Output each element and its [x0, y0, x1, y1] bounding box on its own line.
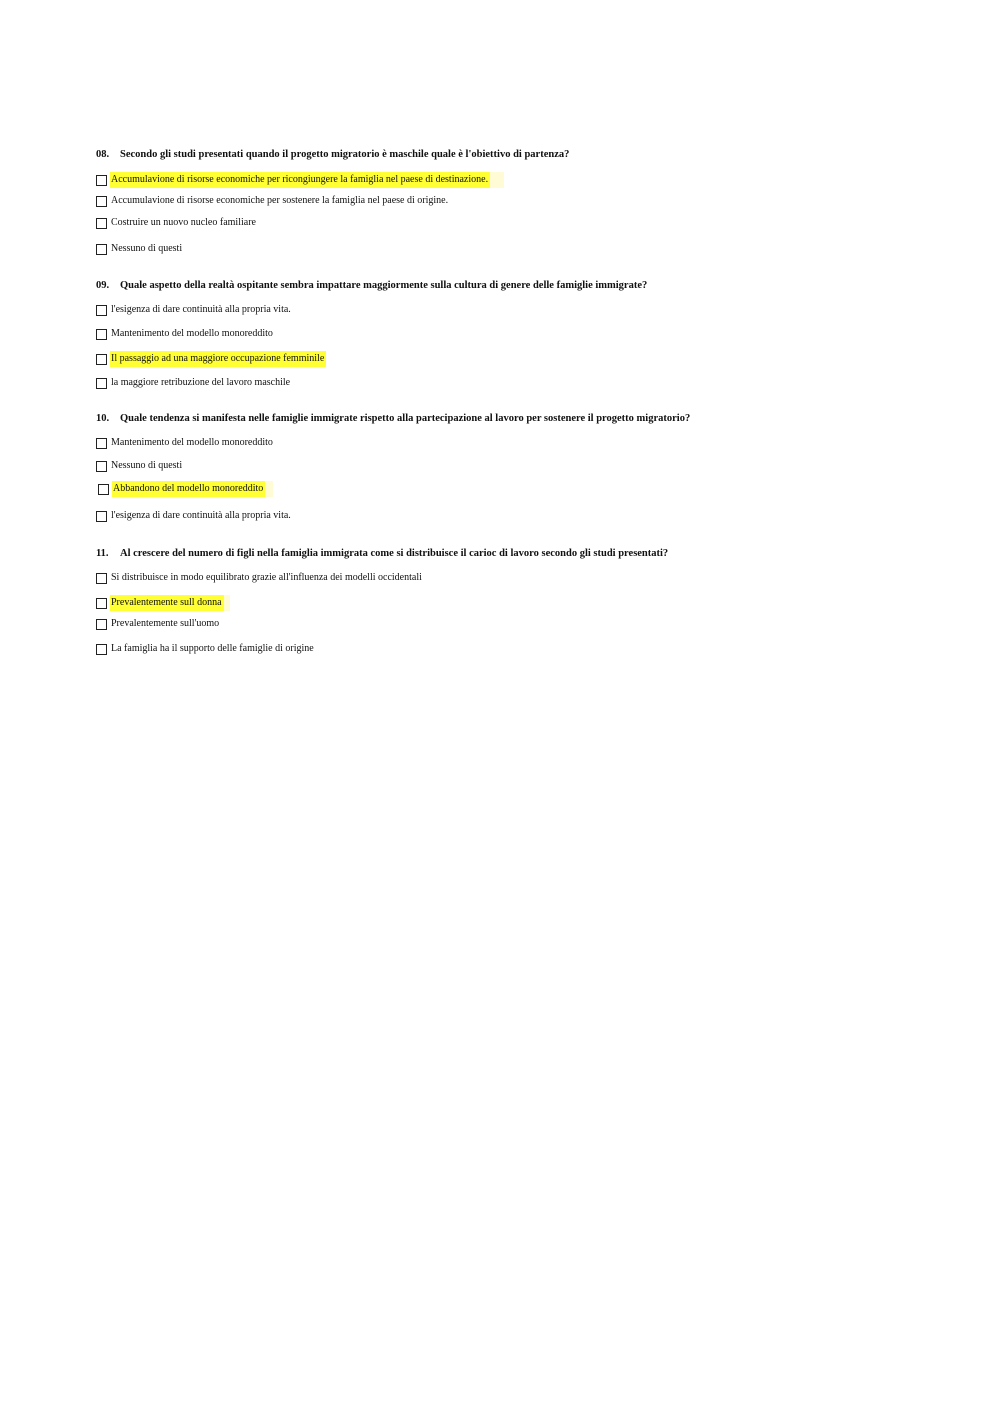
- answer-text: Si distribuisce in modo equilibrato grazie all'influenza dei modelli occidentali: [111, 572, 422, 583]
- answer-text: l'esigenza di dare continuità alla propria vita.: [111, 510, 291, 521]
- answer-text: Mantenimento del modello monoreddito: [111, 437, 273, 448]
- answer-option[interactable]: [96, 508, 293, 524]
- answer-checkbox[interactable]: [96, 644, 107, 655]
- answer-option[interactable]: [96, 193, 450, 209]
- question-title: [96, 279, 956, 293]
- answer-checkbox[interactable]: [96, 511, 107, 522]
- answer-option[interactable]: [96, 595, 230, 611]
- answer-text: Mantenimento del modello monoreddito: [111, 328, 273, 339]
- answer-option[interactable]: [98, 481, 273, 497]
- answer-checkbox[interactable]: [96, 175, 107, 186]
- answer-text: La famiglia ha il supporto delle famiglie di origine: [111, 643, 314, 654]
- question-08: [96, 148, 956, 263]
- answer-option[interactable]: [96, 458, 184, 474]
- answer-option[interactable]: [96, 326, 275, 342]
- answer-checkbox[interactable]: [96, 378, 107, 389]
- answer-option[interactable]: [96, 570, 424, 586]
- question-text: Al crescere del numero di figli nella famiglia immigrata come si distribuisce il carioc di lavoro secondo gli studi presentati?: [120, 548, 669, 559]
- answer-checkbox[interactable]: [96, 196, 107, 207]
- answer-text: Abbandono del modello monoreddito: [112, 481, 265, 497]
- answer-checkbox[interactable]: [96, 218, 107, 229]
- answer-text: Prevalentemente sull'uomo: [111, 618, 220, 629]
- answer-text: Nessuno di questi: [111, 460, 183, 471]
- question-number: 09.: [96, 280, 110, 291]
- answer-checkbox[interactable]: [96, 329, 107, 340]
- answer-checkbox[interactable]: [96, 573, 107, 584]
- highlight-tail: [490, 172, 504, 188]
- answer-text: Costruire un nuovo nucleo familiare: [111, 217, 256, 228]
- question-title: [96, 547, 956, 561]
- question-text: Quale tendenza si manifesta nelle famiglie immigrate rispetto alla partecipazione al lavoro per sostenere il progetto migratorio?: [120, 413, 691, 424]
- answer-text: Accumulavione di risorse economiche per sostenere la famiglia nel paese di origine.: [111, 195, 449, 206]
- question-text: Secondo gli studi presentati quando il progetto migratorio è maschile quale è l'obiettivo di partenza?: [120, 149, 570, 160]
- answer-checkbox[interactable]: [96, 305, 107, 316]
- answer-checkbox[interactable]: [96, 438, 107, 449]
- answer-option[interactable]: [96, 172, 504, 188]
- answer-option[interactable]: [96, 435, 275, 451]
- answer-checkbox[interactable]: [96, 461, 107, 472]
- answer-checkbox[interactable]: [96, 598, 107, 609]
- question-09: [96, 279, 956, 394]
- answer-option[interactable]: [96, 375, 292, 391]
- question-title: [96, 148, 956, 162]
- answer-text: la maggiore retribuzione del lavoro maschile: [111, 377, 291, 388]
- answer-checkbox[interactable]: [96, 244, 107, 255]
- answer-text: Accumulavione di risorse economiche per ricongiungere la famiglia nel paese di destinazione.: [110, 172, 490, 188]
- highlight-tail: [265, 481, 273, 497]
- answer-option[interactable]: [96, 241, 184, 257]
- answer-option[interactable]: [96, 351, 326, 367]
- question-11: [96, 547, 956, 662]
- answer-option[interactable]: [96, 302, 293, 318]
- answer-option[interactable]: [96, 641, 316, 657]
- highlight-tail: [224, 595, 230, 611]
- answer-text: Il passaggio ad una maggiore occupazione femminile: [110, 351, 326, 367]
- question-10: [96, 412, 956, 532]
- question-title: [96, 412, 956, 426]
- answer-text: Nessuno di questi: [111, 243, 183, 254]
- answer-checkbox[interactable]: [96, 619, 107, 630]
- question-text: Quale aspetto della realtà ospitante sembra impattare maggiormente sulla cultura di genere delle famiglie immigrate?: [120, 280, 648, 291]
- answer-option[interactable]: [96, 616, 221, 632]
- answer-checkbox[interactable]: [96, 354, 107, 365]
- question-number: 08.: [96, 149, 110, 160]
- answer-checkbox[interactable]: [98, 484, 109, 495]
- answer-text: Prevalentemente sull donna: [110, 595, 224, 611]
- question-number: 10.: [96, 413, 110, 424]
- question-number: 11.: [96, 548, 109, 559]
- answer-option[interactable]: [96, 215, 258, 231]
- answer-text: l'esigenza di dare continuità alla propria vita.: [111, 304, 291, 315]
